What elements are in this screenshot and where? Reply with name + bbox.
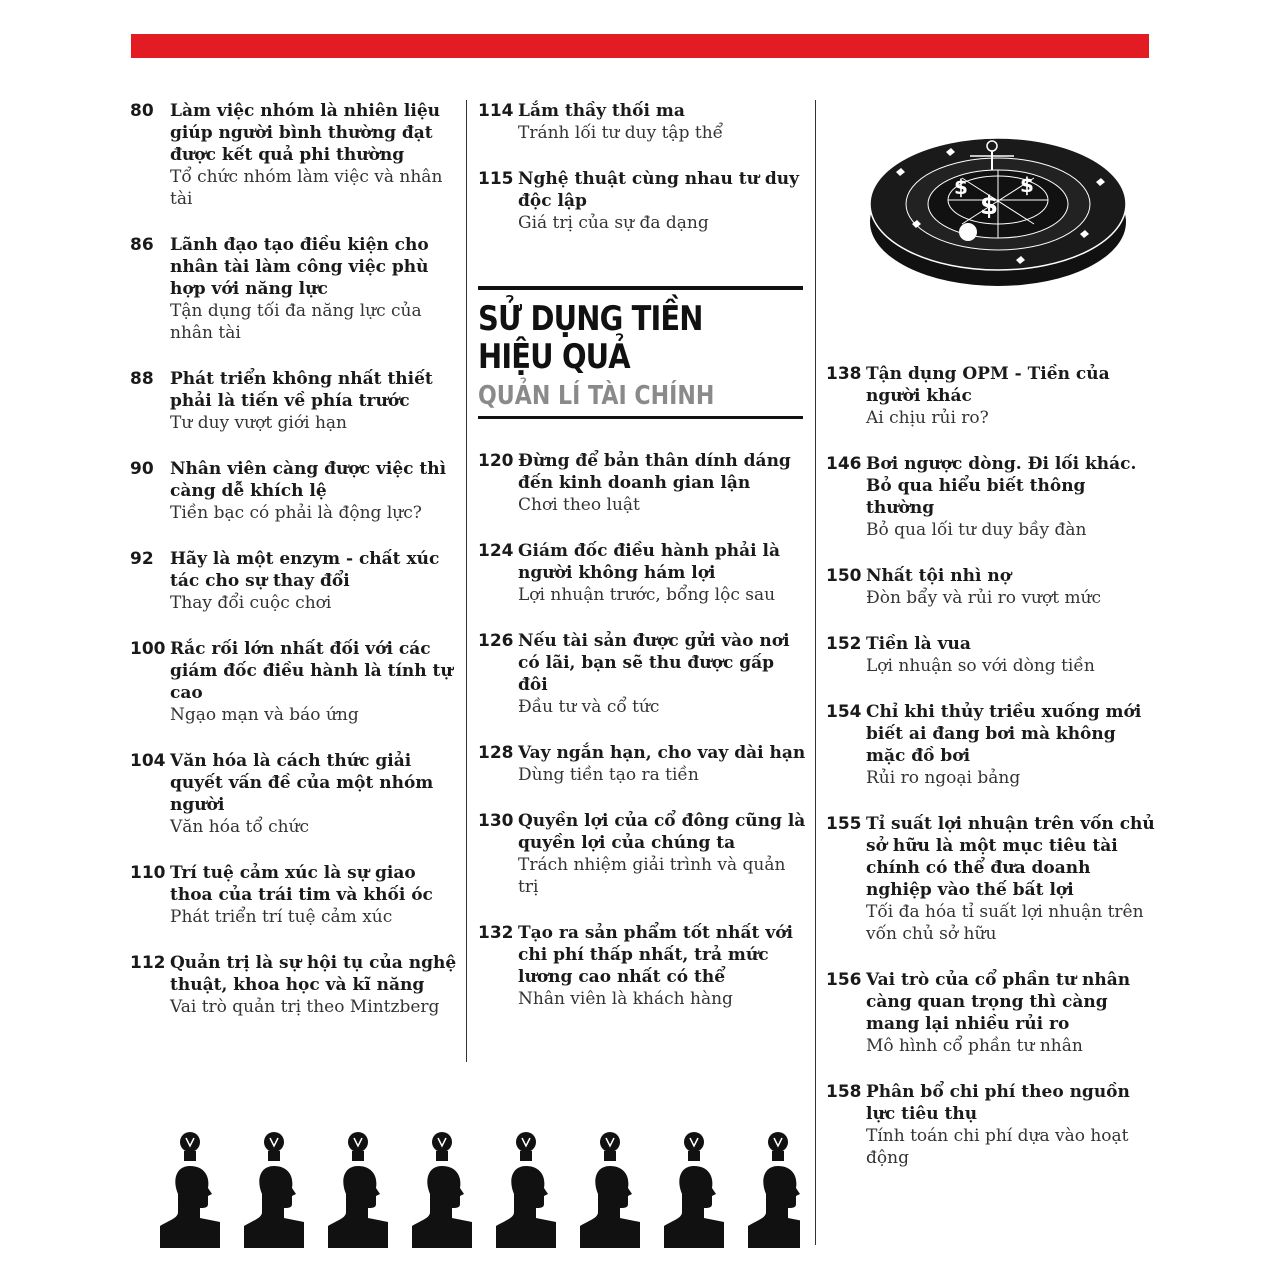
toc-entry bbox=[478, 450, 808, 516]
column-divider-1 bbox=[466, 100, 467, 1062]
entry-title: Vai trò của cổ phần tư nhân càng quan trọng thì càng mang lại nhiều rủi ro bbox=[866, 970, 1131, 1034]
entry-subtitle: Dùng tiền tạo ra tiền bbox=[518, 765, 699, 785]
page-number: 90 bbox=[130, 459, 154, 479]
lightbulb-head-icon bbox=[244, 1132, 304, 1248]
entry-text bbox=[518, 450, 808, 516]
entry-subtitle: Tối đa hóa tỉ suất lợi nhuận trên vốn chủ sở hữu bbox=[866, 902, 1144, 944]
entry-subtitle: Chơi theo luật bbox=[518, 495, 640, 515]
page-number: 155 bbox=[826, 814, 862, 834]
entry-title: Vay ngắn hạn, cho vay dài hạn bbox=[518, 743, 806, 763]
toc-entry bbox=[478, 742, 808, 786]
toc-column-2-top bbox=[478, 100, 808, 258]
entry-title: Phân bổ chi phí theo nguồn lực tiêu thụ bbox=[866, 1082, 1130, 1124]
lightbulb-head-icon bbox=[496, 1132, 556, 1248]
entry-text bbox=[518, 100, 808, 144]
entry-title: Trí tuệ cảm xúc là sự giao thoa của trái tim và khối óc bbox=[170, 863, 433, 905]
entry-subtitle: Bỏ qua lối tư duy bầy đàn bbox=[866, 520, 1087, 540]
entry-subtitle: Tránh lối tư duy tập thể bbox=[518, 123, 724, 143]
page-number: 120 bbox=[478, 451, 514, 471]
section-title-line2: HIỆU QUẢ bbox=[478, 337, 630, 377]
entry-title: Tỉ suất lợi nhuận trên vốn chủ sở hữu là một mục tiêu tài chính có thể đưa doanh nghiệp vào thế bất lợi bbox=[866, 814, 1155, 900]
entry-title: Nhất tội nhì nợ bbox=[866, 566, 1012, 586]
toc-entry bbox=[826, 565, 1156, 609]
toc-entry bbox=[826, 969, 1156, 1057]
toc-entry bbox=[478, 922, 808, 1010]
entry-text bbox=[170, 952, 460, 1018]
entry-text bbox=[866, 969, 1156, 1057]
entry-subtitle: Tính toán chi phí dựa vào hoạt động bbox=[866, 1126, 1129, 1168]
page-number: 88 bbox=[130, 369, 154, 389]
toc-entry bbox=[826, 633, 1156, 677]
page-number: 146 bbox=[826, 454, 862, 474]
lightbulb-head-icon bbox=[748, 1132, 800, 1248]
toc-entry bbox=[130, 750, 460, 838]
entry-subtitle: Ai chịu rủi ro? bbox=[866, 408, 989, 428]
toc-entry bbox=[478, 810, 808, 898]
entry-subtitle: Phát triển trí tuệ cảm xúc bbox=[170, 907, 393, 927]
page-number: 114 bbox=[478, 101, 514, 121]
entry-title: Giám đốc điều hành phải là người không hám lợi bbox=[518, 541, 780, 583]
entry-text bbox=[866, 1081, 1156, 1169]
lightbulb-heads-illustration bbox=[160, 1130, 800, 1248]
lightbulb-head-icon bbox=[580, 1132, 640, 1248]
entry-text bbox=[170, 458, 460, 524]
entry-text bbox=[866, 363, 1156, 429]
toc-column-1 bbox=[130, 100, 460, 1042]
lightbulb-head-icon bbox=[328, 1132, 388, 1248]
page-number: 156 bbox=[826, 970, 862, 990]
entry-title: Đừng để bản thân dính dáng đến kinh doanh gian lận bbox=[518, 451, 791, 493]
entry-subtitle: Nhân viên là khách hàng bbox=[518, 989, 733, 1009]
entry-subtitle: Trách nhiệm giải trình và quản trị bbox=[518, 855, 786, 897]
entry-title: Lãnh đạo tạo điều kiện cho nhân tài làm công việc phù hợp với năng lực bbox=[170, 235, 429, 299]
toc-entry bbox=[130, 638, 460, 726]
column-divider-2 bbox=[815, 100, 816, 1245]
toc-entry bbox=[826, 453, 1156, 541]
entry-text bbox=[518, 630, 808, 718]
page-number: 138 bbox=[826, 364, 862, 384]
entry-text bbox=[518, 810, 808, 898]
svg-text:$: $ bbox=[954, 175, 968, 199]
entry-text bbox=[866, 565, 1156, 609]
section-subtitle: QUẢN LÍ TÀI CHÍNH bbox=[478, 381, 715, 411]
entry-subtitle: Giá trị của sự đa dạng bbox=[518, 213, 709, 233]
entry-title: Tạo ra sản phẩm tốt nhất với chi phí thấp nhất, trả mức lương cao nhất có thể bbox=[518, 923, 793, 987]
entry-title: Bơi ngược dòng. Đi lối khác. Bỏ qua hiểu biết thông thường bbox=[866, 454, 1137, 518]
entry-text bbox=[170, 368, 460, 434]
entry-text bbox=[518, 922, 808, 1010]
entry-text bbox=[866, 701, 1156, 789]
entry-text bbox=[518, 168, 808, 234]
entry-subtitle: Rủi ro ngoại bảng bbox=[866, 768, 1021, 788]
entry-title: Phát triển không nhất thiết phải là tiến về phía trước bbox=[170, 369, 433, 411]
entry-text bbox=[170, 234, 460, 344]
toc-entry bbox=[130, 100, 460, 210]
toc-entry bbox=[826, 363, 1156, 429]
page-number: 112 bbox=[130, 953, 166, 973]
page-number: 154 bbox=[826, 702, 862, 722]
page-number: 158 bbox=[826, 1082, 862, 1102]
entry-title: Chỉ khi thủy triều xuống mới biết ai đang bơi mà không mặc đồ bơi bbox=[866, 702, 1142, 766]
toc-entry bbox=[478, 540, 808, 606]
page-number: 92 bbox=[130, 549, 154, 569]
toc-entry bbox=[478, 630, 808, 718]
entry-title: Tận dụng OPM - Tiền của người khác bbox=[866, 364, 1110, 406]
entry-title: Văn hóa là cách thức giải quyết vấn đề của một nhóm người bbox=[170, 751, 434, 815]
entry-text bbox=[170, 548, 460, 614]
svg-text:$: $ bbox=[1020, 173, 1034, 197]
page-number: 150 bbox=[826, 566, 862, 586]
entry-subtitle: Tiền bạc có phải là động lực? bbox=[170, 503, 422, 523]
entry-title: Nếu tài sản được gửi vào nơi có lãi, bạn sẽ thu được gấp đôi bbox=[518, 631, 790, 695]
entry-subtitle: Thay đổi cuộc chơi bbox=[170, 593, 332, 613]
toc-entry bbox=[130, 548, 460, 614]
entry-title: Lắm thầy thối ma bbox=[518, 101, 685, 121]
entry-title: Nghệ thuật cùng nhau tư duy độc lập bbox=[518, 169, 800, 211]
toc-entry bbox=[130, 234, 460, 344]
entry-title: Rắc rối lớn nhất đối với các giám đốc điều hành là tính tự cao bbox=[170, 639, 453, 703]
entry-subtitle: Tổ chức nhóm làm việc và nhân tài bbox=[170, 167, 443, 209]
entry-title: Quản trị là sự hội tụ của nghệ thuật, khoa học và kĩ năng bbox=[170, 953, 457, 995]
svg-text:$: $ bbox=[980, 191, 999, 221]
entry-title: Tiền là vua bbox=[866, 634, 971, 654]
toc-entry bbox=[130, 368, 460, 434]
page-number: 126 bbox=[478, 631, 514, 651]
page-number: 115 bbox=[478, 169, 514, 189]
entry-subtitle: Tư duy vượt giới hạn bbox=[170, 413, 347, 433]
entry-subtitle: Lợi nhuận so với dòng tiền bbox=[866, 656, 1095, 676]
entry-subtitle: Đầu tư và cổ tức bbox=[518, 697, 660, 717]
entry-text bbox=[170, 750, 460, 838]
entry-subtitle: Văn hóa tổ chức bbox=[170, 817, 310, 837]
page-number: 132 bbox=[478, 923, 514, 943]
page-number: 100 bbox=[130, 639, 166, 659]
toc-entry bbox=[826, 813, 1156, 945]
page-number: 86 bbox=[130, 235, 154, 255]
toc-entry bbox=[478, 100, 808, 144]
toc-entry bbox=[478, 168, 808, 234]
entry-subtitle: Đòn bẩy và rủi ro vượt mức bbox=[866, 588, 1102, 608]
entry-subtitle: Ngạo mạn và báo ứng bbox=[170, 705, 359, 725]
entry-subtitle: Mô hình cổ phần tư nhân bbox=[866, 1036, 1083, 1056]
toc-entry bbox=[826, 701, 1156, 789]
entry-subtitle: Lợi nhuận trước, bổng lộc sau bbox=[518, 585, 776, 605]
entry-subtitle: Tận dụng tối đa năng lực của nhân tài bbox=[170, 301, 422, 343]
page-number: 104 bbox=[130, 751, 166, 771]
entry-text bbox=[170, 100, 460, 210]
lightbulb-head-icon bbox=[412, 1132, 472, 1248]
entry-title: Làm việc nhóm là nhiên liệu giúp người bình thường đạt được kết quả phi thường bbox=[170, 101, 441, 165]
toc-column-2-bottom bbox=[478, 450, 808, 1034]
roulette-wheel-illustration bbox=[866, 112, 1132, 292]
entry-text bbox=[518, 540, 808, 606]
entry-title: Hãy là một enzym - chất xúc tác cho sự thay đổi bbox=[170, 549, 440, 591]
entry-subtitle: Vai trò quản trị theo Mintzberg bbox=[170, 997, 440, 1017]
page-number: 130 bbox=[478, 811, 514, 831]
page-number: 80 bbox=[130, 101, 154, 121]
toc-entry bbox=[130, 458, 460, 524]
toc-column-3 bbox=[826, 363, 1156, 1193]
entry-title: Nhân viên càng được việc thì càng dễ khích lệ bbox=[170, 459, 447, 501]
toc-entry bbox=[130, 952, 460, 1018]
entry-text bbox=[866, 813, 1156, 945]
lightbulb-head-icon bbox=[160, 1132, 220, 1248]
entry-title: Quyền lợi của cổ đông cũng là quyền lợi của chúng ta bbox=[518, 811, 806, 853]
toc-entry bbox=[130, 862, 460, 928]
entry-text bbox=[866, 633, 1156, 677]
entry-text bbox=[170, 638, 460, 726]
page-number: 152 bbox=[826, 634, 862, 654]
page-number: 110 bbox=[130, 863, 166, 883]
page-number: 128 bbox=[478, 743, 514, 763]
section-heading bbox=[478, 286, 803, 419]
page-number: 124 bbox=[478, 541, 514, 561]
header-red-bar bbox=[131, 34, 1149, 58]
entry-text bbox=[170, 862, 460, 928]
toc-entry bbox=[826, 1081, 1156, 1169]
section-title-line1: SỬ DỤNG TIỀN bbox=[478, 299, 703, 339]
lightbulb-head-icon bbox=[664, 1132, 724, 1248]
entry-text bbox=[518, 742, 808, 786]
entry-text bbox=[866, 453, 1156, 541]
